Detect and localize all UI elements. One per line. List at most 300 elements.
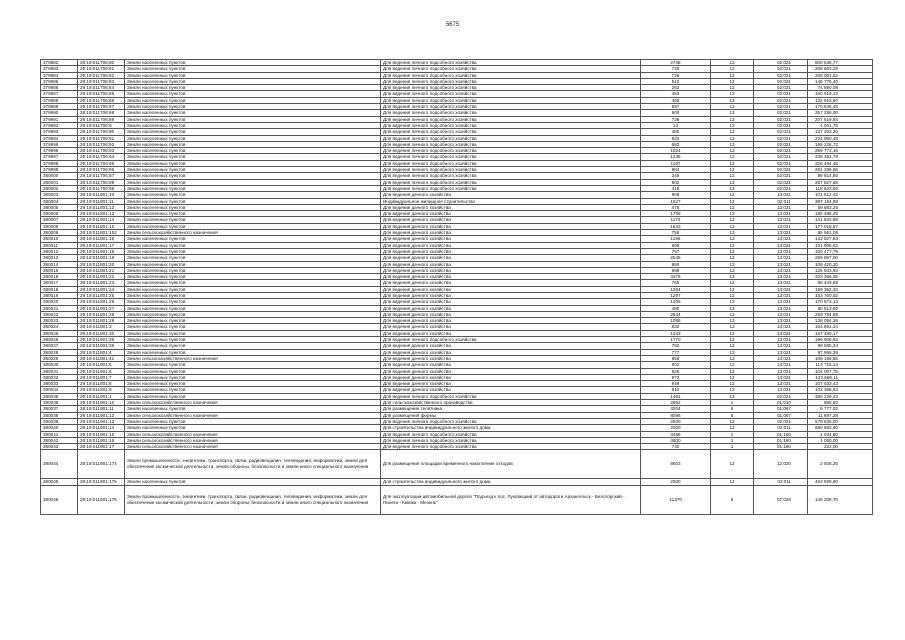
permitted-use-cell: Для ведения личного подсобного хозяйства [381, 116, 641, 122]
land-category-cell: Земли населенных пунктов [125, 305, 381, 311]
row-number-cell: 379996 [41, 148, 78, 154]
cadastral-number-cell: 29:19:011801:3 [78, 324, 125, 330]
rate-group-cell: 13 [711, 211, 754, 217]
land-category-cell: Земли населенных пунктов [125, 418, 381, 424]
land-category-cell: Земли населенных пунктов [125, 242, 381, 248]
permitted-use-cell: Для строительства индивидуального жилого дома [381, 425, 641, 431]
land-category-cell: Земли сельскохозяйственного назначения [125, 444, 381, 450]
area-cell: 1481 [641, 393, 711, 399]
land-category-cell: Земли населенных пунктов [125, 318, 381, 324]
cadastral-value-cell: 101 612,42 [808, 192, 873, 198]
land-category-cell: Земли населенных пунктов [125, 362, 381, 368]
area-cell: 463 [641, 91, 711, 97]
land-category-cell: Земли населенных пунктов [125, 116, 381, 122]
cadastral-number-cell: 29:19:011706:90 [78, 129, 125, 135]
area-cell: 345 [641, 173, 711, 179]
permitted-use-cell: Для ведения личного подсобного хозяйства [381, 167, 641, 173]
permitted-use-cell: Для размещения фермы [381, 412, 641, 418]
code-cell: 02:021 [754, 122, 808, 128]
area-cell: 1708 [641, 211, 711, 217]
permitted-use-cell: Для ведения личного подсобного хозяйства [381, 135, 641, 141]
rate-group-cell: 13 [711, 355, 754, 361]
row-number-cell: 380001 [41, 179, 78, 185]
code-cell: 13:021 [754, 362, 808, 368]
cadastral-number-cell: 29:19:011706:83 [78, 78, 125, 84]
cadastral-value-cell: 137 203,20 [808, 129, 873, 135]
cadastral-value-cell: 177 018,87 [808, 223, 873, 229]
rate-group-cell: 13 [711, 122, 754, 128]
row-number-cell: 380033 [41, 381, 78, 387]
land-category-cell: Земли населенных пунктов [125, 185, 381, 191]
rate-group-cell: 13 [711, 141, 754, 147]
cadastral-value-cell: 159 352,32 [808, 286, 873, 292]
area-cell: 2862 [641, 400, 711, 406]
code-cell: 13:021 [754, 343, 808, 349]
cadastral-number-cell: 29:19:011901:14 [78, 425, 125, 431]
permitted-use-cell: Для ведения дачного хозяйства [381, 374, 641, 380]
code-cell: 02:021 [754, 116, 808, 122]
cadastral-value-cell: 208 091,52 [808, 72, 873, 78]
cadastral-value-cell: 1 044,80 [808, 431, 873, 437]
permitted-use-cell: Для ведения дачного хозяйства [381, 204, 641, 210]
cadastral-number-cell: 29:19:011901:10 [78, 400, 125, 406]
cadastral-value-cell: 2 508,26 [808, 450, 873, 479]
land-category-cell: Земли населенных пунктов [125, 78, 381, 84]
rate-group-cell: 13 [711, 267, 754, 273]
rate-group-cell: 13 [711, 116, 754, 122]
row-number-cell: 380017 [41, 280, 78, 286]
area-cell: 999 [641, 267, 711, 273]
row-number-cell: 380029 [41, 355, 78, 361]
cadastral-value-cell: 4 001,76 [808, 122, 873, 128]
rate-group-cell: 13 [711, 330, 754, 336]
cadastral-value-cell: 222,00 [808, 444, 873, 450]
code-cell: 02:011 [754, 479, 808, 485]
code-cell: 02:021 [754, 185, 808, 191]
area-cell: 858 [641, 355, 711, 361]
cadastral-number-cell: 29:19:011706:93 [78, 148, 125, 154]
code-cell: 13:021 [754, 349, 808, 355]
land-category-cell: Земли населенных пунктов [125, 343, 381, 349]
code-cell: 02:021 [754, 148, 808, 154]
permitted-use-cell: Для ведения дачного хозяйства [381, 286, 641, 292]
land-category-cell: Земли промышленности, энергетики, транспорта, связи, радиовещания, телевидения, информатики, земли для обеспечения космической деятельности, земли обороны, безопасности и земли иного специального назначения [125, 450, 381, 479]
land-category-cell: Земли населенных пунктов [125, 60, 381, 66]
rate-group-cell: 13 [711, 167, 754, 173]
land-category-cell: Земли сельскохозяйственного назначения [125, 355, 381, 361]
permitted-use-cell: Для ведения личного подсобного хозяйства [381, 154, 641, 160]
rate-group-cell: 6 [711, 412, 754, 418]
code-cell: 02:021 [754, 66, 808, 72]
cadastral-number-cell: 29:19:011801:17 [78, 242, 125, 248]
area-cell: 14 [641, 122, 711, 128]
row-number-cell: 380046 [41, 485, 78, 514]
cadastral-number-cell: 29:19:011801:8 [78, 381, 125, 387]
cadastral-number-cell: 29:19:011801:5 [78, 362, 125, 368]
cadastral-value-cell: 108 420,20 [808, 261, 873, 267]
land-category-cell: Земли населенных пунктов [125, 479, 381, 485]
cadastral-value-cell: 680 883,60 [808, 425, 873, 431]
rate-group-cell: 13 [711, 286, 754, 292]
row-number-cell: 379985 [41, 78, 78, 84]
permitted-use-cell: Для ведения дачного хозяйства [381, 211, 641, 217]
area-cell: 2748 [641, 60, 711, 66]
area-cell: 683 [641, 141, 711, 147]
code-cell: 13:021 [754, 204, 808, 210]
cadastral-number-cell: 29:19:011706:92 [78, 141, 125, 147]
cadastral-number-cell: 29:19:011801:7 [78, 374, 125, 380]
land-category-cell: Земли промышленности, энергетики, транспорта, связи, радиовещания, телевидения, информатики, земли для обеспечения космической деятельности, земли обороны, безопасности и земли иного специального назначения [125, 485, 381, 514]
row-number-cell: 380042 [41, 437, 78, 443]
land-category-cell: Земли сельскохозяйственного назначения [125, 412, 381, 418]
rate-group-cell: 13 [711, 135, 754, 141]
cadastral-value-cell: 11 697,28 [808, 412, 873, 418]
area-cell: 510 [641, 78, 711, 84]
cadastral-number-cell: 29:19:011801:25 [78, 292, 125, 298]
area-cell: 806 [641, 192, 711, 198]
code-cell: 13:021 [754, 267, 808, 273]
cadastral-value-cell: 326 494,45 [808, 160, 873, 166]
area-cell: 782 [641, 343, 711, 349]
area-cell: 480 [641, 129, 711, 135]
code-cell: 13:021 [754, 248, 808, 254]
cadastral-value-cell: 160 919,12 [808, 91, 873, 97]
row-number-cell: 380023 [41, 318, 78, 324]
row-number-cell: 380006 [41, 211, 78, 217]
cadastral-number-cell: 29:19:011901:13 [78, 418, 125, 424]
area-cell: 902 [641, 362, 711, 368]
cadastral-number-cell: 29:19:011801:29 [78, 318, 125, 324]
cadastral-number-cell: 29:19:011801:6 [78, 368, 125, 374]
rate-group-cell: 13 [711, 160, 754, 166]
cadastral-number-cell: 29:19:011801:9 [78, 387, 125, 393]
land-category-cell: Земли населенных пунктов [125, 311, 381, 317]
rate-group-cell: 13 [711, 223, 754, 229]
permitted-use-cell: Для ведения дачного хозяйства [381, 355, 641, 361]
permitted-use-cell: Для ведения личного подсобного хозяйства [381, 72, 641, 78]
rate-group-cell: 13 [711, 173, 754, 179]
row-number-cell: 380011 [41, 242, 78, 248]
land-category-cell: Земли населенных пунктов [125, 393, 381, 399]
cadastral-value-cell: 281 266,56 [808, 167, 873, 173]
cadastral-number-cell: 29:19:011801:22 [78, 274, 125, 280]
land-category-cell: Земли населенных пунктов [125, 179, 381, 185]
rate-group-cell: 13 [711, 242, 754, 248]
row-number-cell: 380005 [41, 204, 78, 210]
permitted-use-cell: Для сельскохозяйственного производства [381, 400, 641, 406]
cadastral-value-cell: 108 166,56 [808, 355, 873, 361]
area-cell: 8096 [641, 412, 711, 418]
permitted-use-cell: Для ведения личного подсобного хозяйства [381, 122, 641, 128]
area-cell: 1406 [641, 299, 711, 305]
cadastral-value-cell: 100 477,79 [808, 248, 873, 254]
row-number-cell: 380002 [41, 185, 78, 191]
land-category-cell: Земли населенных пунктов [125, 135, 381, 141]
code-cell: 02:021 [754, 179, 808, 185]
row-number-cell: 380032 [41, 374, 78, 380]
rate-group-cell: 13 [711, 85, 754, 91]
rate-group-cell: 13 [711, 292, 754, 298]
cadastral-value-cell: 185 488,25 [808, 211, 873, 217]
cadastral-number-cell: 29:19:011801:15 [78, 223, 125, 229]
area-cell: 2000 [641, 425, 711, 431]
code-cell: 02:011 [754, 198, 808, 204]
row-number-cell: 380038 [41, 412, 78, 418]
code-cell: 02:021 [754, 141, 808, 147]
row-number-cell: 380026 [41, 337, 78, 343]
land-category-cell: Земли населенных пунктов [125, 330, 381, 336]
rate-group-cell: 13 [711, 198, 754, 204]
land-category-cell: Земли населенных пунктов [125, 406, 381, 412]
cadastral-value-cell: 142 527,83 [808, 236, 873, 242]
cadastral-value-cell: 118 623,60 [808, 185, 873, 191]
cadastral-number-cell: 29:19:011706:88 [78, 110, 125, 116]
row-number-cell: 380009 [41, 230, 78, 236]
land-category-cell: Земли населенных пунктов [125, 198, 381, 204]
cadastral-number-cell: 29:19:011801:27 [78, 305, 125, 311]
cadastral-number-cell: 29:19:011706:84 [78, 85, 125, 91]
code-cell: 13:021 [754, 355, 808, 361]
permitted-use-cell: Для ведения личного подсобного хозяйства [381, 110, 641, 116]
row-number-cell: 379997 [41, 154, 78, 160]
permitted-use-cell: Для ведения дачного хозяйства [381, 261, 641, 267]
rate-group-cell: 13 [711, 78, 754, 84]
permitted-use-cell: Для ведения личного подсобного хозяйства [381, 60, 641, 66]
land-category-cell: Земли населенных пунктов [125, 148, 381, 154]
code-cell: 02:021 [754, 160, 808, 166]
land-category-cell: Земли населенных пунктов [125, 425, 381, 431]
row-number-cell: 379990 [41, 110, 78, 116]
rate-group-cell: 1 [711, 431, 754, 437]
permitted-use-cell: Для ведения дачного хозяйства [381, 255, 641, 261]
rate-group-cell: 13 [711, 236, 754, 242]
rate-group-cell: 13 [711, 311, 754, 317]
page-number: 5675 [445, 22, 460, 28]
area-cell: 900 [641, 110, 711, 116]
cadastral-number-cell: 29:19:011706:95 [78, 160, 125, 166]
area-cell: 1196 [641, 236, 711, 242]
code-cell: 02:021 [754, 110, 808, 116]
cadastral-value-cell: 196 906,63 [808, 337, 873, 343]
permitted-use-cell: Для ведения дачного хозяйства [381, 223, 641, 229]
row-number-cell: 379993 [41, 129, 78, 135]
area-cell: 1770 [641, 337, 711, 343]
cadastral-number-cell: 29:19:011801:24 [78, 286, 125, 292]
code-cell: 13:021 [754, 286, 808, 292]
cadastral-number-cell: 29:19:011706:85 [78, 91, 125, 97]
cadastral-number-cell: 29:19:011706:80 [78, 60, 125, 66]
land-category-cell: Земли населенных пунктов [125, 292, 381, 298]
cadastral-value-cell: 5 777,02 [808, 406, 873, 412]
land-category-cell: Земли населенных пунктов [125, 387, 381, 393]
rate-group-cell: 13 [711, 148, 754, 154]
rate-group-cell: 13 [711, 129, 754, 135]
land-category-cell: Земли населенных пунктов [125, 267, 381, 273]
permitted-use-cell: Для ведения личного подсобного хозяйства [381, 85, 641, 91]
code-cell: 13:021 [754, 211, 808, 217]
code-cell: 13:021 [754, 261, 808, 267]
land-category-cell: Земли населенных пунктов [125, 91, 381, 97]
area-cell: 1527 [641, 198, 711, 204]
rate-group-cell: 13 [711, 337, 754, 343]
row-number-cell: 380010 [41, 236, 78, 242]
permitted-use-cell: Для размещения площадки временного накопления отходов [381, 450, 641, 479]
rate-group-cell: 13 [711, 91, 754, 97]
cadastral-number-cell: 29:19:011801:10 [78, 192, 125, 198]
land-category-cell: Земли сельскохозяйственного назначения [125, 230, 381, 236]
code-cell: 02:021 [754, 393, 808, 399]
land-category-cell: Земли населенных пунктов [125, 104, 381, 110]
permitted-use-cell: Для ведения личного подсобного хозяйства [381, 444, 641, 450]
rate-group-cell: 13 [711, 179, 754, 185]
row-number-cell: 380013 [41, 255, 78, 261]
land-category-cell: Земли населенных пунктов [125, 72, 381, 78]
rate-group-cell: 13 [711, 97, 754, 103]
area-cell: 3375 [641, 274, 711, 280]
area-cell: 1235 [641, 154, 711, 160]
permitted-use-cell: Для ведения дачного хозяйства [381, 267, 641, 273]
rate-group-cell: 13 [711, 387, 754, 393]
area-cell: 973 [641, 374, 711, 380]
cadastral-value-cell: 102 368,84 [808, 387, 873, 393]
permitted-use-cell: Для размещения телятника [381, 406, 641, 412]
cadastral-number-cell: 29:19:011706:9 [78, 122, 125, 128]
cadastral-number-cell: 29:19:011901:15 [78, 431, 125, 437]
cadastral-number-cell: 29:19:011801:12 [78, 204, 125, 210]
cadastral-value-cell: 74 890,08 [808, 85, 873, 91]
cadastral-number-cell: 29:19:011901:16 [78, 437, 125, 443]
code-cell: 07:026 [754, 485, 808, 514]
permitted-use-cell: Для ведения личного подсобного хозяйства [381, 179, 641, 185]
rate-group-cell: 13 [711, 374, 754, 380]
rate-group-cell: 6 [711, 406, 754, 412]
area-cell: 822 [641, 135, 711, 141]
permitted-use-cell: Для ведения дачного хозяйства [381, 349, 641, 355]
row-number-cell: 380043 [41, 444, 78, 450]
row-number-cell: 380044 [41, 450, 78, 479]
code-cell: 13:021 [754, 374, 808, 380]
area-cell: 1098 [641, 318, 711, 324]
area-cell: 41370 [641, 485, 711, 514]
area-cell: 728 [641, 72, 711, 78]
cadastral-value-cell: 113 715,14 [808, 362, 873, 368]
land-category-cell: Земли населенных пунктов [125, 217, 381, 223]
rate-group-cell: 13 [711, 274, 754, 280]
table-row [41, 450, 873, 479]
code-cell: 13:021 [754, 305, 808, 311]
cadastral-value-cell: 578 825,00 [808, 418, 873, 424]
rate-group-cell: 13 [711, 110, 754, 116]
cadastral-number-cell: 29:19:011801:30 [78, 330, 125, 336]
code-cell: 02:021 [754, 78, 808, 84]
permitted-use-cell: Для ведения дачного хозяйства [381, 343, 641, 349]
land-category-cell: Земли населенных пунктов [125, 85, 381, 91]
code-cell: 13:021 [754, 255, 808, 261]
code-cell: 02:021 [754, 418, 808, 424]
cadastral-number-cell: 29:19:011801:18 [78, 248, 125, 254]
code-cell: 01:010 [754, 400, 808, 406]
cadastral-number-cell: 29:19:011901:11 [78, 406, 125, 412]
area-cell: 3500 [641, 437, 711, 443]
code-cell: 02:021 [754, 91, 808, 97]
cadastral-value-cell: 195 226,72 [808, 141, 873, 147]
area-cell: 730 [641, 66, 711, 72]
land-category-cell: Земли населенных пунктов [125, 368, 381, 374]
row-number-cell: 379982 [41, 60, 78, 66]
land-category-cell: Земли населенных пунктов [125, 324, 381, 330]
code-cell: 01:160 [754, 444, 808, 450]
land-category-cell: Земли населенных пунктов [125, 337, 381, 343]
land-category-cell: Земли населенных пунктов [125, 261, 381, 267]
permitted-use-cell: Индивидуальное жилищное строительство [381, 198, 641, 204]
code-cell: 02:021 [754, 85, 808, 91]
code-cell: 13:021 [754, 217, 808, 223]
cadastral-number-cell: 29:19:011901:1 [78, 393, 125, 399]
cadastral-value-cell: 59 883,25 [808, 204, 873, 210]
rate-group-cell: 13 [711, 154, 754, 160]
permitted-use-cell: Для ведения дачного хозяйства [381, 217, 641, 223]
rate-group-cell: 13 [711, 324, 754, 330]
row-number-cell: 380018 [41, 286, 78, 292]
permitted-use-cell: Для ведения дачного хозяйства [381, 242, 641, 248]
land-category-cell: Земли населенных пунктов [125, 236, 381, 242]
area-cell: 465 [641, 97, 711, 103]
permitted-use-cell: Для ведения личного подсобного хозяйства [381, 97, 641, 103]
code-cell: 13:021 [754, 299, 808, 305]
code-cell: 13:021 [754, 230, 808, 236]
area-cell: 3204 [641, 406, 711, 412]
cadastral-value-cell: 101 906,63 [808, 242, 873, 248]
area-cell: 597 [641, 104, 711, 110]
rate-group-cell: 13 [711, 248, 754, 254]
cadastral-value-cell: 323 366,55 [808, 274, 873, 280]
cadastral-value-cell: 145 208,70 [808, 485, 873, 514]
code-cell: 13:021 [754, 330, 808, 336]
cadastral-number-cell: 29:19:011706:94 [78, 154, 125, 160]
area-cell: 902 [641, 179, 711, 185]
code-cell: 01:160 [754, 437, 808, 443]
land-category-cell: Земли населенных пунктов [125, 97, 381, 103]
cadastral-number-cell: 29:19:011706:96 [78, 167, 125, 173]
code-cell: 02:021 [754, 60, 808, 66]
cadastral-value-cell: 289 773,16 [808, 148, 873, 154]
row-number-cell: 380028 [41, 349, 78, 355]
table-row [41, 485, 873, 514]
cadastral-value-cell: 335 361,79 [808, 154, 873, 160]
land-category-cell: Земли населенных пунктов [125, 160, 381, 166]
land-category-cell: Земли населенных пунктов [125, 154, 381, 160]
cadastral-number-cell: 29:19:011706:97 [78, 173, 125, 179]
permitted-use-cell: Для ведения личного подсобного хозяйства [381, 437, 641, 443]
row-number-cell: 380031 [41, 368, 78, 374]
cadastral-value-cell: 170 646,48 [808, 104, 873, 110]
land-category-cell: Земли населенных пунктов [125, 280, 381, 286]
row-number-cell: 379999 [41, 167, 78, 173]
cadastral-value-cell: 170 573,13 [808, 299, 873, 305]
permitted-use-cell: Для ведения дачного хозяйства [381, 362, 641, 368]
table-body [41, 60, 873, 515]
row-number-cell: 379984 [41, 72, 78, 78]
row-number-cell: 380037 [41, 406, 78, 412]
cadastral-number-cell: 29:19:011706:81 [78, 66, 125, 72]
code-cell: 13:021 [754, 223, 808, 229]
area-cell: 415 [641, 185, 711, 191]
cadastral-number-cell: 29:19:011706:82 [78, 72, 125, 78]
land-category-cell: Земли населенных пунктов [125, 274, 381, 280]
cadastral-number-cell: 29:19:011801:4 [78, 349, 125, 355]
area-cell: 1343 [641, 330, 711, 336]
land-category-cell: Земли населенных пунктов [125, 223, 381, 229]
